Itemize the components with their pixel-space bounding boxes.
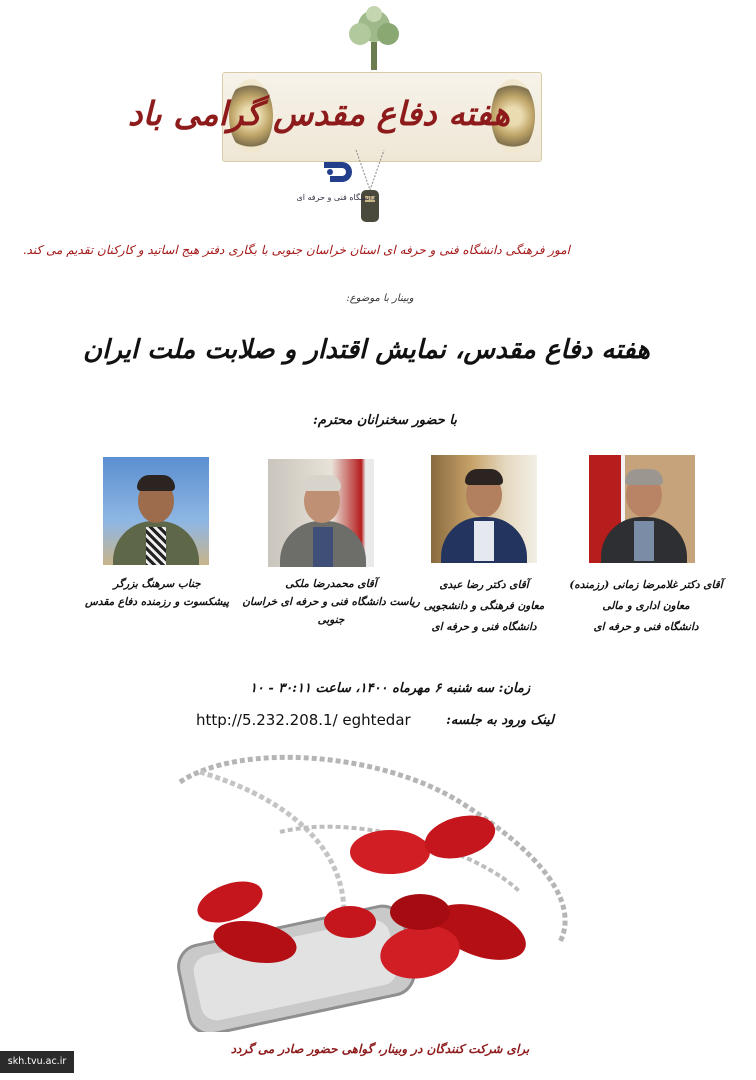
intro-text: امور فرهنگی دانشگاه فنی و حرفه ای استان خراسان جنوبی با بگاری دفتر هیج اساتید و کارکنان تقدیم می کند. [22, 243, 570, 257]
meeting-link[interactable]: http://5.232.208.1/ eghtedar [196, 711, 411, 729]
university-name: دانشگاه فنی و حرفه ای [296, 193, 376, 202]
speakers-label: با حضور سخنرانان محترم: [313, 413, 457, 428]
speaker-role: ریاست دانشگاه فنی و حرفه ای خراسان جنوبی [242, 596, 420, 626]
speaker-caption [77, 575, 237, 611]
speaker-caption [404, 575, 564, 638]
main-title: هفته دفاع مقدس، نمایش اقتدار و صلابت ملت ایران [83, 335, 650, 365]
speaker-name: آقای دکتر رضا عبدی [439, 579, 529, 591]
dogtag-petals-icon [160, 742, 600, 1032]
speaker-role: دانشگاه فنی و حرفه ای [593, 621, 699, 633]
speaker-role: دانشگاه فنی و حرفه ای [431, 621, 537, 633]
speaker-photo [103, 457, 209, 565]
event-time: زمان: سه شنبه ۶ مهرماه ۱۴۰۰، ساعت ۳۰:۱۱ - ۱۰ [249, 681, 531, 696]
site-badge: skh.tvu.ac.ir [0, 1051, 74, 1073]
speaker-caption [236, 575, 426, 629]
speaker-role: معاون فرهنگی و دانشجویی [423, 600, 545, 612]
banner-title: هفته دفاع مقدس گرامی باد [127, 94, 510, 133]
university-logo-icon [318, 158, 358, 188]
link-label: لینک ورود به جلسه: [446, 713, 554, 728]
speaker-caption [556, 575, 736, 638]
speaker-photo [268, 459, 374, 567]
footer-text: برای شرکت کنندگان در وبینار، گواهی حضور صادر می گردد [230, 1042, 530, 1056]
speaker-photo [431, 455, 537, 563]
speaker-name: جناب سرهنگ بزرگر [113, 578, 201, 590]
speaker-role: پیشکسوت و رزمنده دفاع مقدس [85, 596, 229, 608]
speaker-name: آقای دکتر غلامرضا زمانی (رزمنده) [569, 579, 723, 591]
tree-icon [334, 4, 414, 74]
speaker-role: معاون اداری و مالی [602, 600, 690, 612]
speaker-photo [589, 455, 695, 563]
webinar-label: وبینار با موضوع: [346, 293, 414, 304]
speaker-name: آقای محمدرضا ملکی [285, 578, 377, 590]
